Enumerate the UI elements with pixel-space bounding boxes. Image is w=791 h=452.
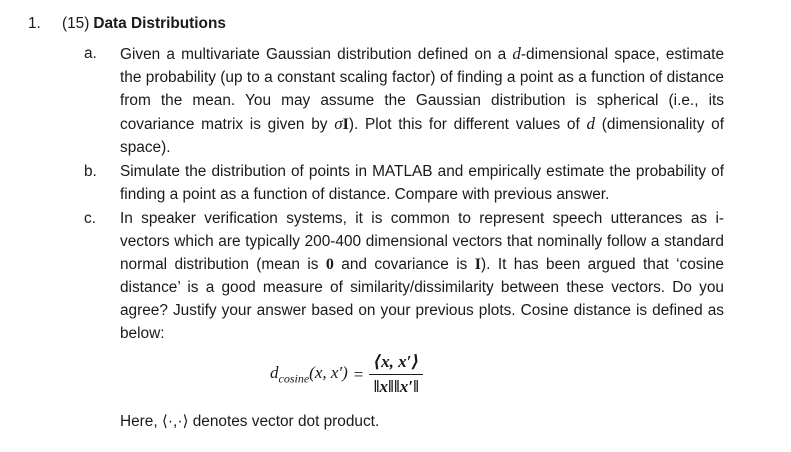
math-zero-vector: 0 [325, 256, 334, 273]
item-a [84, 42, 724, 159]
math-d: d [586, 114, 596, 133]
item-c-marker: c. [84, 210, 96, 227]
formula-numerator: ⟨x, x′⟩ [369, 352, 423, 375]
formula-lhs: $d_{cosine}(x$, x′) [270, 362, 348, 386]
question-title: Data Distributions [93, 15, 226, 32]
formula-equals: = [353, 364, 364, 384]
question-points: (15) [62, 15, 90, 32]
formula-fraction [369, 352, 423, 397]
math-sigma: σ [334, 114, 343, 133]
cosine-distance-formula [270, 352, 423, 397]
item-c [84, 207, 724, 345]
item-b-marker: b. [84, 163, 97, 180]
question-number: 1. [28, 15, 41, 32]
footer-note: Here, ⟨·,·⟩ denotes vector dot product. [120, 413, 380, 430]
item-a-text: Given a multivariate Gaussian distribution defined on a d-dimensional space, estimate the probability (up to a constant scaling factor) of finding a point as a function of distance from the mean. You may assume the Gaussian distribution is spherical (i.e., its covariance matrix is given by σI). Plot this for different values of d (dimensionality of space). [120, 44, 725, 156]
formula-denominator: ‖x‖‖x′‖ [373, 377, 419, 396]
math-d: d [512, 44, 521, 63]
item-c-text: In speaker verification systems, it is common to represent speech utterances as i-vectors which are typically 200-400 dimensional vectors that nominally follow a standard normal distribution (mean is 0 and covariance is I). It has been argued that ‘cosine distance’ is a good measure of similarity/dissimilarity between these vectors. Do you agree? Justify your answer based on your previous plots. Cosine distance is defined as below: [120, 210, 724, 342]
math-identity: I [474, 256, 481, 273]
item-b [84, 160, 724, 206]
item-b-text: Simulate the distribution of points in MATLAB and empirically estimate the probability of finding a point as a function of distance. Compare with previous answer. [120, 163, 724, 203]
item-a-marker: a. [84, 45, 97, 62]
question-heading [28, 14, 226, 34]
math-identity: I [342, 116, 349, 133]
